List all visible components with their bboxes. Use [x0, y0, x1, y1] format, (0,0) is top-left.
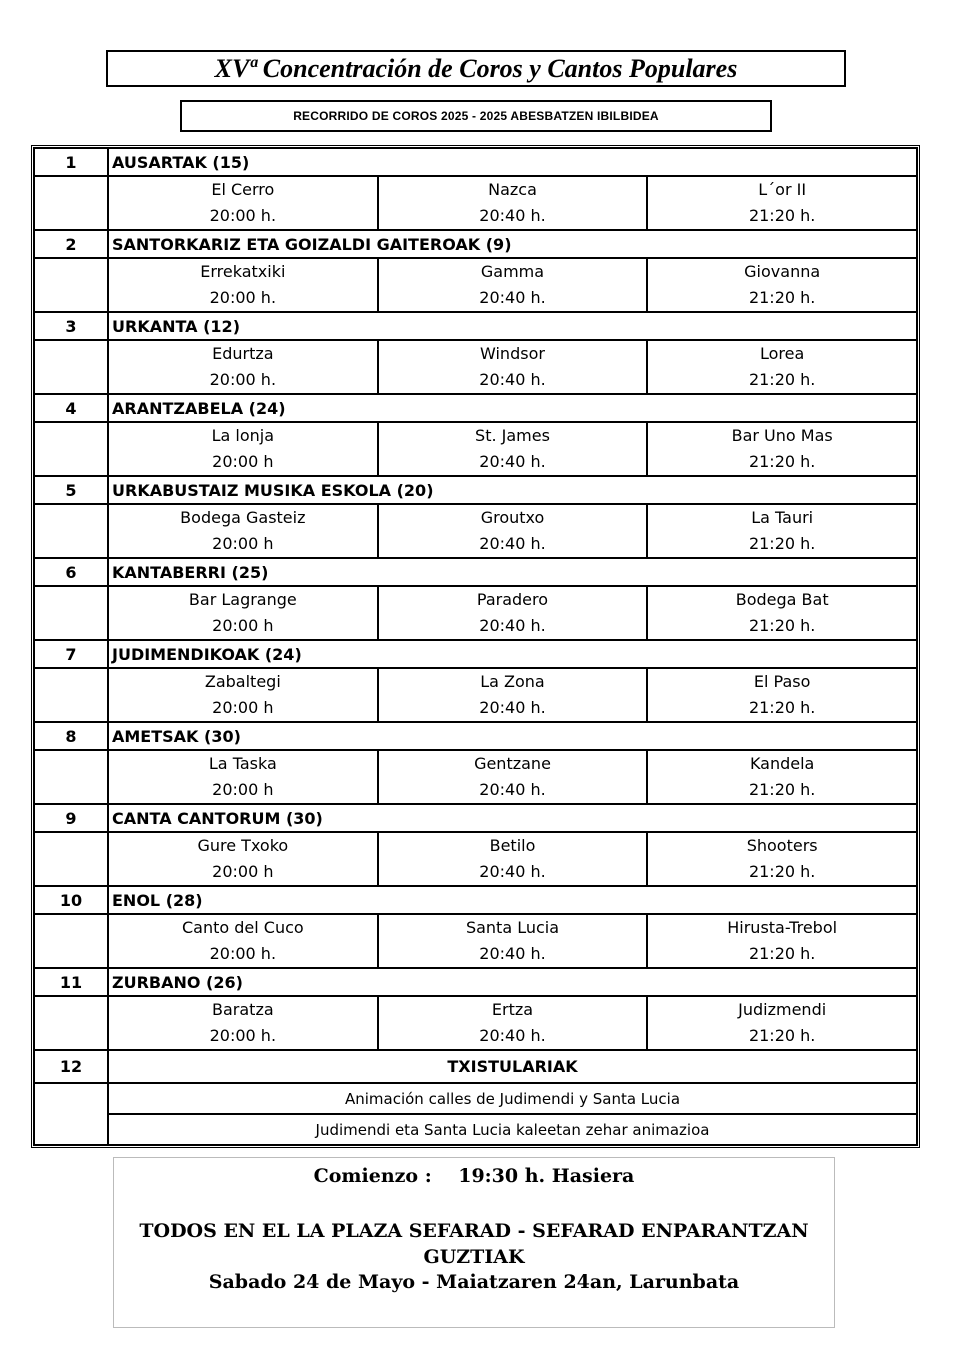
- choir-number: 12: [34, 1050, 108, 1083]
- event-date: Sabado 24 de Mayo - Maiatzaren 24an, Larunbata: [208, 1271, 740, 1293]
- choir-header-row: [34, 722, 917, 750]
- stop-cell: [647, 176, 917, 230]
- stop-cell: [108, 996, 378, 1050]
- choir-number: 10: [34, 886, 108, 914]
- animation-line-es: Animación calles de Judimendi y Santa Lucia: [108, 1083, 917, 1114]
- stop-place: Baratza: [212, 1000, 274, 1019]
- stop-place: Lorea: [760, 344, 805, 363]
- stop-place: Hirusta-Trebol: [727, 918, 838, 937]
- empty-cell: [34, 996, 108, 1050]
- empty-cell: [34, 258, 108, 312]
- stop-place: Bodega Bat: [735, 590, 829, 609]
- choir-number: 1: [34, 148, 108, 176]
- choir-header-row: [34, 640, 917, 668]
- animation-line-eu: Judimendi eta Santa Lucia kaleetan zehar animazioa: [108, 1114, 917, 1145]
- choir-number: 4: [34, 394, 108, 422]
- stop-place: Kandela: [749, 754, 815, 773]
- choir-name: URKABUSTAIZ MUSIKA ESKOLA (20): [108, 476, 917, 504]
- stop-cell: [378, 340, 648, 394]
- stop-cell: [108, 832, 378, 886]
- choir-number: 6: [34, 558, 108, 586]
- stop-cell: [378, 422, 648, 476]
- start-label: Comienzo :: [313, 1165, 432, 1187]
- stop-place: Giovanna: [744, 262, 821, 281]
- stop-cell: [108, 176, 378, 230]
- stop-cell: [647, 340, 917, 394]
- stop-time: 20:40 h.: [479, 370, 546, 389]
- stop-place: Canto del Cuco: [181, 918, 304, 937]
- choir-header-row: [34, 886, 917, 914]
- stop-cell: [108, 750, 378, 804]
- stop-cell: [108, 668, 378, 722]
- empty-cell: [34, 422, 108, 476]
- routes-table: [33, 147, 918, 1146]
- stop-place: La lonja: [211, 426, 275, 445]
- choir-number: 5: [34, 476, 108, 504]
- stop-place: Windsor: [480, 344, 545, 363]
- stop-cell: [647, 750, 917, 804]
- choir-header-row: [34, 230, 917, 258]
- choir-name: CANTA CANTORUM (30): [108, 804, 917, 832]
- stop-cell: [378, 996, 648, 1050]
- txistulariak-header-row: [34, 1050, 917, 1083]
- stop-place: La Taska: [208, 754, 277, 773]
- choir-header-row: [34, 394, 917, 422]
- choir-header-row: [34, 148, 917, 176]
- empty-cell: [34, 176, 108, 230]
- stop-place: Edurtza: [212, 344, 274, 363]
- stop-place: Bar Lagrange: [188, 590, 297, 609]
- subtitle-box: [180, 100, 772, 132]
- choir-stops-row: [34, 750, 917, 804]
- choir-stops-row: [34, 422, 917, 476]
- stop-time: 20:40 h.: [479, 534, 546, 553]
- empty-cell: [34, 668, 108, 722]
- choir-header-row: [34, 804, 917, 832]
- choir-header-row: [34, 312, 917, 340]
- stop-time: 20:40 h.: [479, 206, 546, 225]
- stop-cell: [108, 340, 378, 394]
- stop-place: La Zona: [480, 672, 545, 691]
- choir-number: 8: [34, 722, 108, 750]
- stop-time: 20:00 h: [212, 534, 274, 553]
- stop-cell: [647, 422, 917, 476]
- stop-cell: [647, 996, 917, 1050]
- page-subtitle: RECORRIDO DE COROS 2025 - 2025 ABESBATZEN IBILBIDEA: [293, 109, 659, 123]
- stop-cell: [108, 586, 378, 640]
- stop-place: Santa Lucia: [465, 918, 560, 937]
- choir-number: 3: [34, 312, 108, 340]
- start-time: 19:30 h. Hasiera: [458, 1165, 635, 1187]
- stop-time: 20:00 h: [212, 862, 274, 881]
- stop-place: La Tauri: [751, 508, 814, 527]
- stop-place: Errekatxiki: [200, 262, 286, 281]
- stop-time: 20:00 h.: [209, 288, 277, 307]
- stop-time: 20:40 h.: [479, 452, 546, 471]
- title-box: [106, 50, 846, 87]
- stop-cell: [108, 422, 378, 476]
- start-line: [114, 1165, 834, 1187]
- footer-box: [113, 1157, 835, 1328]
- stop-cell: [378, 586, 648, 640]
- meeting-text: TODOS EN EL LA PLAZA SEFARAD - SEFARAD ENPARANTZAN GUZTIAK: [139, 1220, 809, 1268]
- stop-time: 21:20 h.: [748, 206, 816, 225]
- stop-time: 20:00 h: [212, 452, 274, 471]
- choir-stops-row: [34, 914, 917, 968]
- txistulariak-name: TXISTULARIAK: [108, 1050, 917, 1083]
- stop-time: 20:40 h.: [479, 1026, 546, 1045]
- choir-name: AUSARTAK (15): [108, 148, 917, 176]
- stop-time: 21:20 h.: [748, 780, 816, 799]
- stop-time: 20:00 h.: [209, 370, 277, 389]
- stop-cell: [647, 504, 917, 558]
- stop-cell: [378, 750, 648, 804]
- choir-stops-row: [34, 258, 917, 312]
- choir-number: 7: [34, 640, 108, 668]
- choir-stops-row: [34, 504, 917, 558]
- stop-place: Zabaltegi: [204, 672, 281, 691]
- stop-time: 21:20 h.: [748, 944, 816, 963]
- empty-cell: [34, 586, 108, 640]
- stop-place: L´or II: [758, 180, 807, 199]
- stop-time: 20:40 h.: [479, 862, 546, 881]
- stop-time: 21:20 h.: [748, 698, 816, 717]
- stop-time: 21:20 h.: [748, 534, 816, 553]
- choir-number: 11: [34, 968, 108, 996]
- stop-time: 21:20 h.: [748, 452, 816, 471]
- choir-name: KANTABERRI (25): [108, 558, 917, 586]
- choir-stops-row: [34, 832, 917, 886]
- stop-place: Shooters: [746, 836, 818, 855]
- empty-cell: [34, 340, 108, 394]
- stop-place: Nazca: [488, 180, 537, 199]
- stop-place: St. James: [475, 426, 550, 445]
- choir-stops-row: [34, 176, 917, 230]
- stop-place: Bodega Gasteiz: [180, 508, 306, 527]
- stop-place: El Paso: [753, 672, 811, 691]
- choir-name: SANTORKARIZ ETA GOIZALDI GAITEROAK (9): [108, 230, 917, 258]
- stop-time: 20:00 h: [212, 698, 274, 717]
- txistulariak-row: [34, 1083, 917, 1114]
- stop-time: 21:20 h.: [748, 288, 816, 307]
- stop-place: Paradero: [476, 590, 549, 609]
- stop-cell: [378, 914, 648, 968]
- page-title: XVª Concentración de Coros y Cantos Populares: [214, 54, 738, 83]
- empty-cell: [34, 504, 108, 558]
- choir-header-row: [34, 476, 917, 504]
- choir-stops-row: [34, 340, 917, 394]
- stop-time: 20:00 h: [212, 616, 274, 635]
- stop-place: Gamma: [480, 262, 545, 281]
- choir-name: JUDIMENDIKOAK (24): [108, 640, 917, 668]
- stop-place: Judizmendi: [738, 1000, 827, 1019]
- choir-stops-row: [34, 586, 917, 640]
- empty-cell: [34, 1083, 108, 1145]
- stop-cell: [378, 258, 648, 312]
- choir-header-row: [34, 558, 917, 586]
- stop-cell: [647, 832, 917, 886]
- stop-place: Gentzane: [474, 754, 551, 773]
- choir-stops-row: [34, 996, 917, 1050]
- stop-cell: [647, 668, 917, 722]
- stop-cell: [647, 258, 917, 312]
- stop-cell: [378, 176, 648, 230]
- stop-time: 20:40 h.: [479, 616, 546, 635]
- stop-cell: [647, 914, 917, 968]
- stop-place: Gure Txoko: [197, 836, 289, 855]
- txistulariak-row: [34, 1114, 917, 1145]
- stop-cell: [108, 258, 378, 312]
- stop-time: 20:00 h: [212, 780, 274, 799]
- choir-name: URKANTA (12): [108, 312, 917, 340]
- choir-stops-row: [34, 668, 917, 722]
- stop-cell: [378, 504, 648, 558]
- choir-name: ZURBANO (26): [108, 968, 917, 996]
- choir-name: AMETSAK (30): [108, 722, 917, 750]
- stop-cell: [378, 832, 648, 886]
- empty-cell: [34, 914, 108, 968]
- stop-cell: [108, 914, 378, 968]
- stop-time: 20:00 h.: [209, 944, 277, 963]
- empty-cell: [34, 832, 108, 886]
- choir-number: 9: [34, 804, 108, 832]
- stop-place: Bar Uno Mas: [731, 426, 833, 445]
- stop-time: 20:40 h.: [479, 780, 546, 799]
- stop-cell: [647, 586, 917, 640]
- choir-number: 2: [34, 230, 108, 258]
- stop-place: El Cerro: [211, 180, 275, 199]
- choir-name: ENOL (28): [108, 886, 917, 914]
- stop-cell: [378, 668, 648, 722]
- stop-time: 20:00 h.: [209, 1026, 277, 1045]
- choir-name: ARANTZABELA (24): [108, 394, 917, 422]
- empty-cell: [34, 750, 108, 804]
- stop-place: Groutxo: [480, 508, 545, 527]
- stop-time: 21:20 h.: [748, 616, 816, 635]
- stop-time: 21:20 h.: [748, 370, 816, 389]
- stop-time: 20:40 h.: [479, 288, 546, 307]
- stop-time: 20:40 h.: [479, 944, 546, 963]
- stop-time: 20:00 h.: [209, 206, 277, 225]
- stop-time: 21:20 h.: [748, 1026, 816, 1045]
- stop-place: Ertza: [491, 1000, 534, 1019]
- stop-cell: [108, 504, 378, 558]
- stop-place: Betilo: [489, 836, 536, 855]
- stop-time: 21:20 h.: [748, 862, 816, 881]
- choir-header-row: [34, 968, 917, 996]
- stop-time: 20:40 h.: [479, 698, 546, 717]
